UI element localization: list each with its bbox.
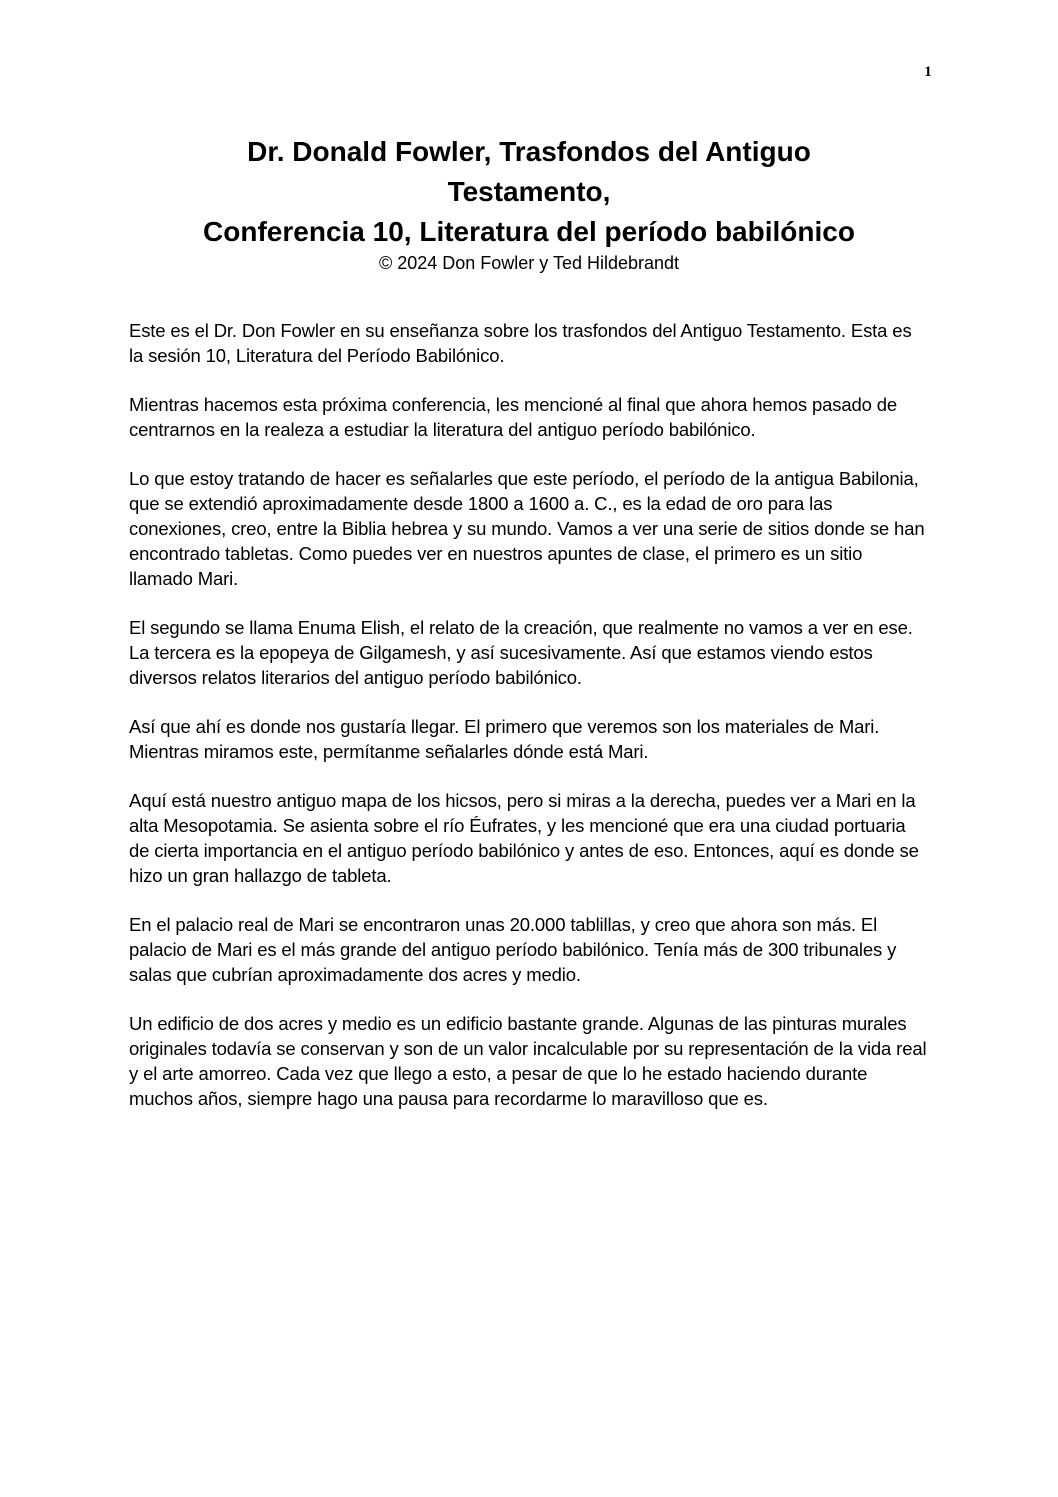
paragraph: Este es el Dr. Don Fowler en su enseñanza sobre los trasfondos del Antiguo Testamento. Esta es la sesión 10, Literatura del Período Babilónico. xyxy=(129,320,912,366)
page-number: 1 xyxy=(924,64,932,80)
document-header xyxy=(100,132,958,274)
document-title-line-2: Testamento, xyxy=(447,176,611,207)
copyright-notice: © 2024 Don Fowler y Ted Hildebrandt xyxy=(378,253,680,273)
paragraph: En el palacio real de Mari se encontraron unas 20.000 tablillas, y creo que ahora son más. El palacio de Mari es el más grande del antiguo período babilónico. Tenía más de 300 tribunales y salas que cubrían aproximadamente dos acres y medio. xyxy=(129,914,897,985)
paragraph: Así que ahí es donde nos gustaría llegar. El primero que veremos son los materiales de Mari. Mientras miramos este, permítanme señalarles dónde está Mari. xyxy=(129,716,880,762)
paragraph: Lo que estoy tratando de hacer es señalarles que este período, el período de la antigua Babilonia, que se extendió aproximadamente desde 1800 a 1600 a. C., es la edad de oro para las conexiones, creo, entre la Biblia hebrea y su mundo. Vamos a ver una serie de sitios donde se han encontrado tabletas. Como puedes ver en nuestros apuntes de clase, el primero es un sitio llamado Mari. xyxy=(129,468,925,589)
document-body xyxy=(129,318,929,1135)
paragraph: El segundo se llama Enuma Elish, el relato de la creación, que realmente no vamos a ver en ese. La tercera es la epopeya de Gilgamesh, y así sucesivamente. Así que estamos viendo estos diversos relatos literarios del antiguo período babilónico. xyxy=(129,617,913,688)
paragraph: Un edificio de dos acres y medio es un edificio bastante grande. Algunas de las pinturas murales originales todavía se conservan y son de un valor incalculable por su representación de la vida real y el arte amorreo. Cada vez que llego a esto, a pesar de que lo he estado haciendo durante muchos años, siempre hago una pausa para recordarme lo maravilloso que es. xyxy=(129,1013,927,1109)
document-title-line-1: Dr. Donald Fowler, Trasfondos del Antiguo xyxy=(247,136,811,167)
document-title-line-3: Conferencia 10, Literatura del período babilónico xyxy=(203,216,855,247)
paragraph: Aquí está nuestro antiguo mapa de los hicsos, pero si miras a la derecha, puedes ver a Mari en la alta Mesopotamia. Se asienta sobre el río Éufrates, y les mencioné que era una ciudad portuaria de cierta importancia en el antiguo período babilónico y antes de eso. Entonces, aquí es donde se hizo un gran hallazgo de tableta. xyxy=(129,790,919,886)
paragraph: Mientras hacemos esta próxima conferencia, les mencioné al final que ahora hemos pasado de centrarnos en la realeza a estudiar la literatura del antiguo período babilónico. xyxy=(129,394,898,440)
